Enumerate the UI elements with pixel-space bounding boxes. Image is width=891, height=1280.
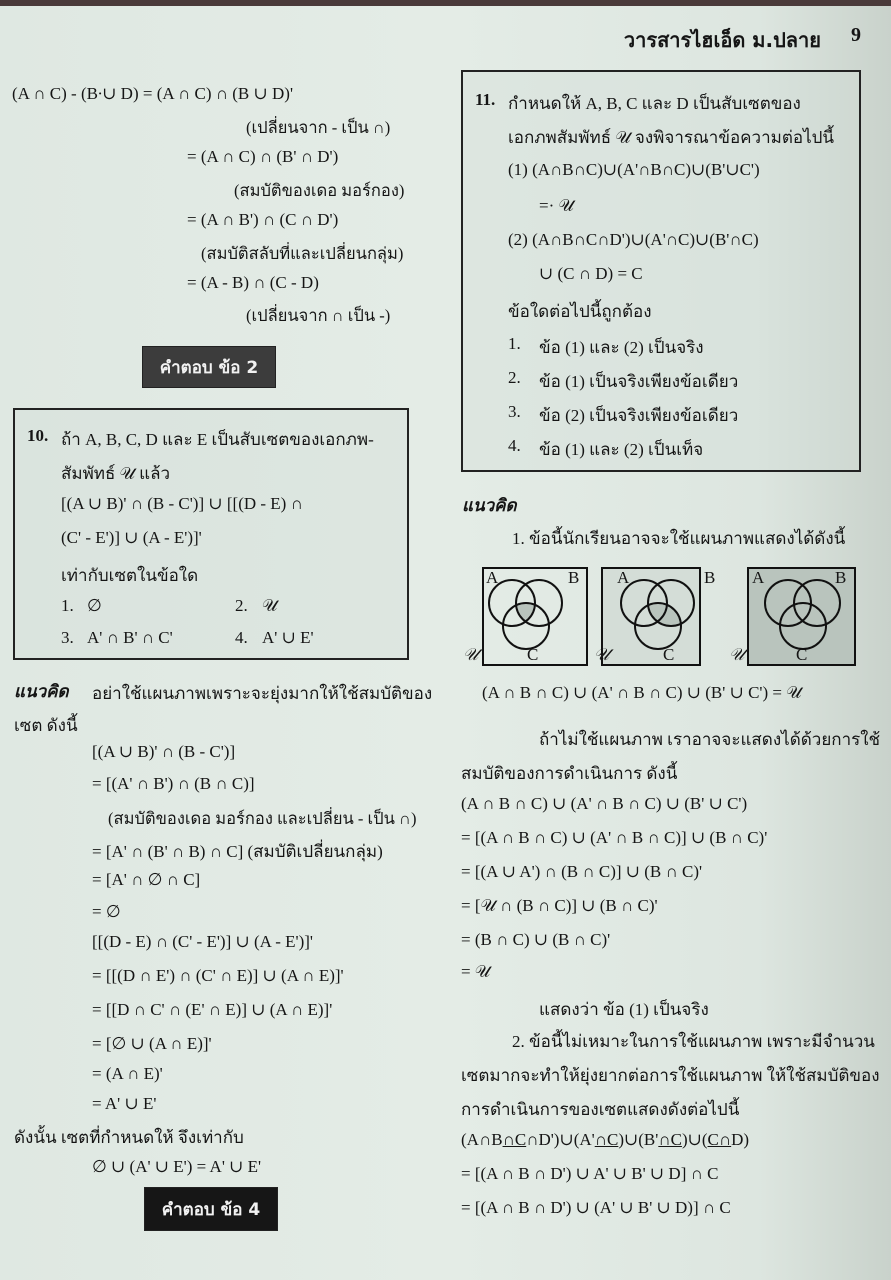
solution-step: = (A ∩ E)' bbox=[92, 1064, 163, 1083]
part2-intro: การดำเนินการของเซตแสดงดังต่อไปนี้ bbox=[461, 1100, 740, 1119]
question-text: กำหนดให้ A, B, C และ D เป็นสับเซตของ bbox=[508, 94, 801, 113]
solution-step: [[(D - E) ∩ (C' - E')] ∪ (A - E')]' bbox=[92, 932, 313, 951]
derivation-note: (สมบัติของเดอ มอร์กอง) bbox=[234, 181, 405, 200]
statement-1-rhs: =· 𝒰 bbox=[539, 196, 574, 215]
question-10-box: 10. ถ้า A, B, C, D และ E เป็นสับเซตของเอกภพ- สัมพัทธ์ 𝒰 แล้ว [(A ∪ B)' ∩ (B - C')] ∪ [[(D - E) ∩ (C' - E')] ∪ (A - E')]' เท่ากับเซตในข้อใด 1. ∅ 2. 𝒰 3. A' ∩ B' ∩ C' 4. A' ∪ E' bbox=[13, 408, 409, 660]
journal-title: วารสารไฮเอ็ด ม.ปลาย bbox=[623, 28, 821, 52]
page-top-edge bbox=[0, 0, 891, 6]
solution-result: ∅ ∪ (A' ∪ E') = A' ∪ E' bbox=[92, 1157, 262, 1176]
solution-step: (A ∩ B ∩ C) ∪ (A' ∩ B ∩ C) ∪ (B' ∪ C') bbox=[461, 794, 748, 813]
derivation-line: (A ∩ C) - (B∙∪ D) = (A ∩ C) ∩ (B ∪ D)' bbox=[12, 84, 294, 103]
derivation-note: (เปลี่ยนจาก ∩ เป็น -) bbox=[246, 306, 391, 325]
solution-step: = 𝒰 bbox=[461, 962, 491, 981]
question-number: 11. bbox=[475, 90, 496, 109]
solution-step: = [(A ∩ B ∩ D') ∪ (A' ∪ B' ∪ D)] ∩ C bbox=[461, 1198, 731, 1217]
venn-2-label-b: B bbox=[704, 568, 716, 587]
derivation-line: = (A ∩ B') ∩ (C ∩ D') bbox=[187, 210, 339, 229]
question-text: สัมพัทธ์ 𝒰 แล้ว bbox=[61, 464, 171, 483]
statement-2: (2) (A∩B∩C∩D')∪(A'∩C)∪(B'∩C) bbox=[508, 230, 759, 249]
derivation-line: = (A - B) ∩ (C - D) bbox=[187, 273, 319, 292]
solution-step: = ∅ bbox=[92, 902, 121, 921]
venn-2-label-u: 𝒰 bbox=[594, 645, 610, 665]
page-number: 9 bbox=[851, 24, 861, 46]
venn-3-label-u: 𝒰 bbox=[729, 645, 745, 665]
solution-step: = [(A ∪ A') ∩ (B ∩ C)] ∪ (B ∩ C)' bbox=[461, 862, 703, 881]
part1-conclusion: แสดงว่า ข้อ (1) เป็นจริง bbox=[539, 1000, 709, 1019]
derivation-note: (เปลี่ยนจาก - เป็น ∩) bbox=[246, 118, 391, 137]
solution-step: = [[(D ∩ E') ∩ (C' ∩ E)] ∪ (A ∩ E)]' bbox=[92, 966, 344, 985]
venn-3-label-c: C bbox=[796, 645, 808, 664]
solution-intro: เซต ดังนี้ bbox=[14, 716, 78, 735]
venn-caption: (A ∩ B ∩ C) ∪ (A' ∩ B ∩ C) ∪ (B' ∪ C') = 𝒰 bbox=[482, 683, 802, 702]
answer-badge-q10: คำตอบ ข้อ 4 bbox=[144, 1187, 278, 1231]
venn-1-label-c: C bbox=[527, 645, 539, 664]
solution-step: = [𝒰 ∩ (B ∩ C)] ∪ (B ∩ C)' bbox=[461, 896, 658, 915]
derivation-line: = (A ∩ C) ∩ (B' ∩ D') bbox=[187, 147, 339, 166]
question-11-box: 11. กำหนดให้ A, B, C และ D เป็นสับเซตของ เอกภพสัมพัทธ์ 𝒰 จงพิจารณาข้อความต่อไปนี้ (1) (A∩B∩C)∪(A'∩B∩C)∪(B'∪C') =· 𝒰 (2) (A∩B∩C∩D')∪(A'∩C)∪(B'∩C) ∪ (C ∩ D) = C ข้อใดต่อไปนี้ถูกต้อง 1. ข้อ (1) และ (2) เป็นจริง 2. ข้อ (1) เป็นจริงเพียงข้อเดียว 3. ข้อ (2) เป็นจริงเพียงข้อเดียว 4. ข้อ (1) และ (2) เป็นเท็จ bbox=[461, 70, 861, 472]
solution-step: = [(A ∩ B ∩ D') ∪ A' ∪ B' ∪ D] ∩ C bbox=[461, 1164, 719, 1183]
question-prompt: ข้อใดต่อไปนี้ถูกต้อง bbox=[508, 302, 652, 321]
solution-step: = [(A' ∩ B') ∩ (B ∩ C)] bbox=[92, 774, 255, 793]
solution-step: = [∅ ∪ (A ∩ E)]' bbox=[92, 1034, 212, 1053]
solution-note: (สมบัติของเดอ มอร์กอง และเปลี่ยน - เป็น ∩) bbox=[108, 809, 417, 828]
derivation-note: (สมบัติสลับที่และเปลี่ยนกลุ่ม) bbox=[201, 244, 404, 263]
venn-1-label-a: A bbox=[486, 568, 499, 587]
venn-3-label-b: B bbox=[835, 568, 847, 587]
page-header bbox=[624, 24, 861, 56]
question-prompt: เท่ากับเซตในข้อใด bbox=[61, 566, 199, 585]
solution-heading: แนวคิด bbox=[14, 682, 69, 702]
venn-1-label-u: 𝒰 bbox=[463, 645, 479, 665]
venn-3-label-a: A bbox=[752, 568, 765, 587]
solution-intro: อย่าใช้แผนภาพเพราะจะยุ่งมากให้ใช้สมบัติของ bbox=[92, 684, 433, 703]
question-expression: (C' - E')] ∪ (A - E')]' bbox=[61, 528, 202, 547]
statement-2-rhs: ∪ (C ∩ D) = C bbox=[539, 264, 643, 283]
solution-step: = (B ∩ C) ∪ (B ∩ C)' bbox=[461, 930, 611, 949]
part2-intro: 2. ข้อนี้ไม่เหมาะในการใช้แผนภาพ เพราะมีจำนวน bbox=[512, 1032, 875, 1051]
solution-part1-intro: 1. ข้อนี้นักเรียนอาจจะใช้แผนภาพแสดงได้ดังนี้ bbox=[512, 529, 846, 548]
part2-expression: (A∩B∩C∩D')∪(A'∩C)∪(B'∩C)∪(C∩D) bbox=[461, 1130, 750, 1149]
solution-step: = [[D ∩ C' ∩ (E' ∩ E)] ∪ (A ∩ E)]' bbox=[92, 1000, 333, 1019]
venn-1-label-b: B bbox=[568, 568, 580, 587]
question-text: ถ้า A, B, C, D และ E เป็นสับเซตของเอกภพ- bbox=[61, 430, 374, 449]
solution-step: = [(A ∩ B ∩ C) ∪ (A' ∩ B ∩ C)] ∪ (B ∩ C)' bbox=[461, 828, 768, 847]
venn-2-label-c: C bbox=[663, 645, 675, 664]
part2-intro: เซตมากจะทำให้ยุ่งยากต่อการใช้แผนภาพ ให้ใช้สมบัติของ bbox=[461, 1066, 880, 1085]
alt-intro: สมบัติของการดำเนินการ ดังนี้ bbox=[461, 764, 678, 783]
question-number: 10. bbox=[27, 426, 49, 445]
venn-2-label-a: A bbox=[617, 568, 630, 587]
alt-intro: ถ้าไม่ใช้แผนภาพ เราอาจจะแสดงได้ด้วยการใช้ bbox=[539, 730, 881, 749]
answer-badge-q9: คำตอบ ข้อ 2 bbox=[142, 346, 276, 388]
solution-step: = [A' ∩ (B' ∩ B) ∩ C] (สมบัติเปลี่ยนกลุ่ม) bbox=[92, 842, 383, 861]
solution-step: = [A' ∩ ∅ ∩ C] bbox=[92, 870, 201, 889]
solution-heading: แนวคิด bbox=[462, 496, 517, 516]
question-expression: [(A ∪ B)' ∩ (B - C')] ∪ [[(D - E) ∩ bbox=[61, 494, 303, 513]
solution-step: [(A ∪ B)' ∩ (B - C')] bbox=[92, 742, 236, 761]
question-text: เอกภพสัมพัทธ์ 𝒰 จงพิจารณาข้อความต่อไปนี้ bbox=[508, 128, 835, 147]
solution-conclusion: ดังนั้น เซตที่กำหนดให้ จึงเท่ากับ bbox=[14, 1128, 244, 1147]
statement-1: (1) (A∩B∩C)∪(A'∩B∩C)∪(B'∪C') bbox=[508, 160, 760, 179]
solution-step: = A' ∪ E' bbox=[92, 1094, 157, 1113]
